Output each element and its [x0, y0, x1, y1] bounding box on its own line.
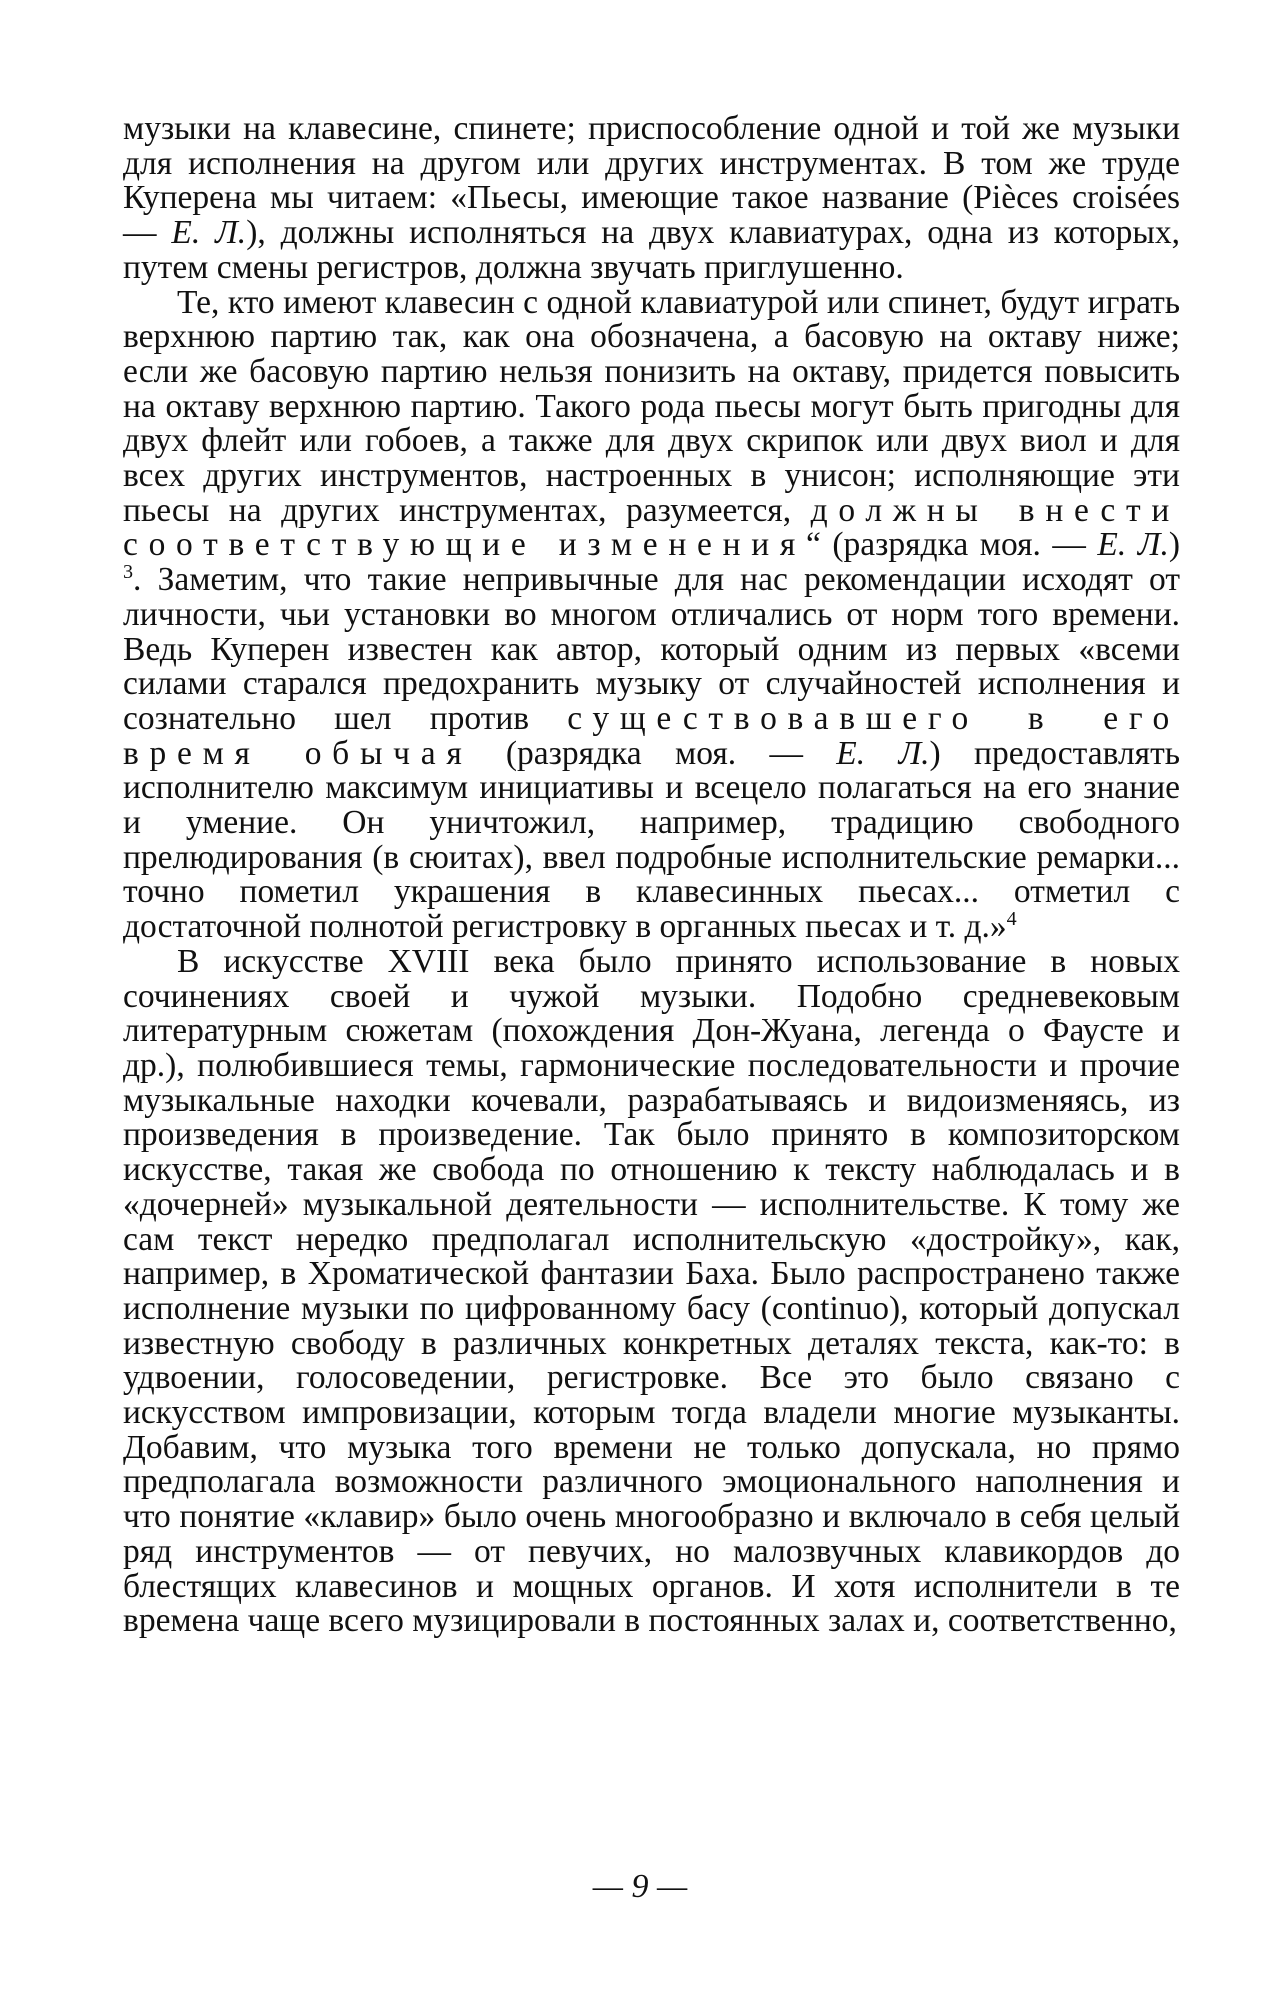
paragraph-2 [123, 283, 1180, 946]
author-initials: Е. Л. [836, 734, 930, 772]
text-run: ) предоставлять исполнителю максимум инициативы и всецело полагаться на его знание и умение. Он уничтожил, например, традицию свободного прелюдирования (в сюитах), ввел подробные исполнительские ремарки... точно пометил украшения в клавесинных пьесах... отметил с достаточной полнотой регистровку в органных пьесах и т. д.» [123, 734, 1180, 946]
spaced-emphasis: существовавшего в его время обычая [123, 699, 1180, 772]
spaced-emphasis: должны внести соответствующие изменения [123, 491, 1180, 564]
paragraph-3: В искусстве XVIII века было принято использование в новых сочинениях своей и чужой музыки. Подобно средневековым литературным сюжетам (похождения Дон-Жуана, легенда о Фаусте и др.), полюбившиеся темы, гармонические последовательности и прочие музыкальные находки кочевали, разрабатываясь и видоизменяясь, из произведения в произведение. Так было принято в композиторском искусстве, такая же свобода по отношению к тексту наблюдалась и в «дочерней» музыкальной деятельности — исполнительстве. К тому же сам текст нередко предполагал исполнительскую «достройку», как, например, в Хроматической фантазии Баха. Было распространено также исполнение музыки по цифрованному басу (continuo), который допускал известную свободу в различных конкретных деталях текста, как-то: в удвоении, голосоведении, регистровке. Все это было связано с искусством импровизации, которым тогда владели многие музыканты. Добавим, что музыка того времени не только допускала, но прямо предполагала возможности различного эмоционального наполнения и что понятие «клавир» было очень многообразно и включало в себя целый ряд инструментов — от певучих, но малозвучных клавикордов до блестящих клавесинов и мощных органов. И хотя исполнители в те времена чаще всего музицировали в постоянных залах и, соответственно, [123, 942, 1180, 1640]
author-initials: Е. Л. [171, 214, 247, 252]
text-run: ) [1168, 526, 1180, 564]
text-run: Те, кто имеют клавесин с одной клавиатурой или спинет, будут играть верхнюю партию так, как она обозначена, а басовую на октаву ниже; если же басовую партию нельзя понизить на октаву, придется повысить на октаву верхнюю партию. Такого рода пьесы могут быть пригодны для двух флейт или гобоев, а также для двух скрипок или двух виол и для всех других инструментов, настроенных в унисон; исполняющие эти пьесы на других инструментах, разумеется, [123, 283, 1180, 529]
text-run: музыки на клавесине, спинете; приспособление одной и той же музыки для исполнения на другом или других инструментах. В том же труде Куперена мы читаем: «Пьесы, имеющие такое название (Pièces croisées — [123, 110, 1180, 252]
author-initials: Е. Л. [1097, 526, 1169, 564]
text-run: “ (разрядка моя. — [806, 526, 1098, 564]
text-run: ), должны исполняться на двух клавиатурах, одна из которых, путем смены регистров, должна звучать приглушенно. [123, 214, 1181, 286]
footnote-mark: 4 [1006, 908, 1017, 931]
page-body [123, 112, 1180, 1639]
text-run: . Заметим, что такие непривычные для нас рекомендации исходят от личности, чьи установки во многом отличались от норм того времени. Ведь Куперен известен как автор, который одним из первых «всеми силами старался предохранить музыку от случайностей исполнения и сознательно шел против [123, 561, 1180, 737]
page-number: — 9 — [592, 1868, 688, 1905]
footnote-mark: 3 [123, 560, 134, 583]
text-run: (разрядка моя. — [472, 734, 837, 772]
paragraph-1 [123, 112, 1180, 286]
